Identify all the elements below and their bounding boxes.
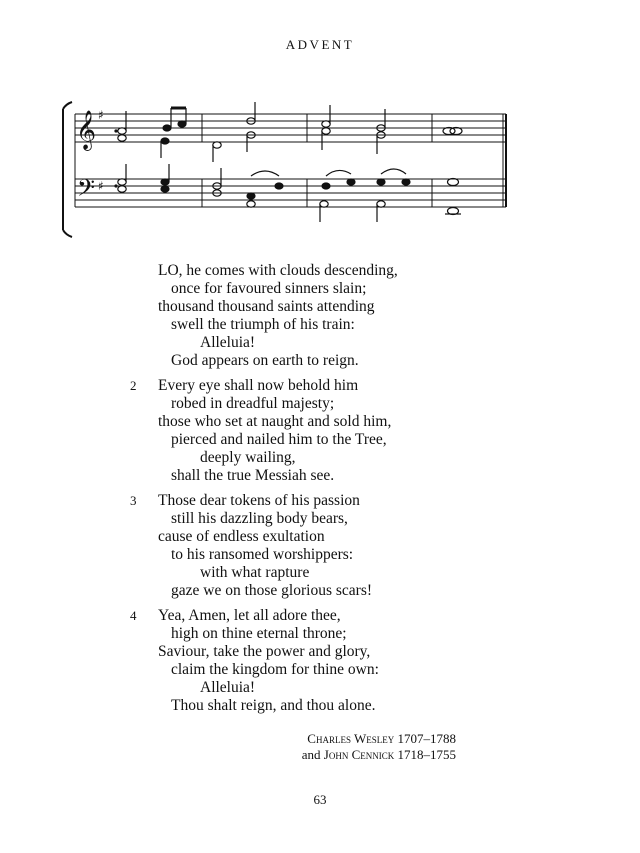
- treble-staff: [75, 114, 506, 142]
- verse-line: pierced and nailed him to the Tree,: [171, 431, 387, 448]
- treble-sharp: ♯: [98, 108, 104, 122]
- treble-clef: 𝄞: [76, 110, 97, 150]
- verse-line: LO, he comes with clouds descending,: [158, 262, 398, 279]
- bass-clef: 𝄢: [77, 174, 96, 207]
- verse-line: Alleluia!: [200, 334, 256, 351]
- verse-line: deeply wailing,: [200, 449, 296, 466]
- verse-line: Saviour, take the power and glory,: [158, 643, 371, 660]
- verse-line: Thou shalt reign, and thou alone.: [171, 697, 376, 714]
- verse-line: with what rapture: [200, 564, 310, 581]
- section-title: ADVENT: [285, 37, 355, 52]
- verse-number: 4: [130, 608, 137, 623]
- verse-line: Yea, Amen, let all adore thee,: [158, 607, 341, 624]
- verse-line: cause of endless exultation: [158, 528, 325, 545]
- attribution-line-2: [302, 747, 456, 763]
- verse-line: high on thine eternal throne;: [171, 625, 347, 642]
- verse-number: 3: [130, 493, 137, 508]
- bass-sharp: ♯: [98, 179, 104, 193]
- verse-line: robed in dreadful majesty;: [171, 395, 335, 412]
- verse-line: once for favoured sinners slain;: [171, 280, 367, 297]
- verse-line: God appears on earth to reign.: [171, 352, 359, 369]
- author-dates: 1718–1755: [397, 747, 456, 762]
- verse-line: thousand thousand saints attending: [158, 298, 375, 315]
- verse-line: gaze we on those glorious scars!: [171, 582, 373, 599]
- system-bracket: [63, 102, 72, 237]
- author-name: John Cennick: [323, 747, 395, 762]
- verse-line: swell the triumph of his train:: [171, 316, 355, 333]
- treble-notes: [115, 102, 462, 162]
- attribution-prefix: and: [301, 747, 321, 762]
- verse-line: to his ransomed worshippers:: [171, 546, 354, 563]
- author-dates: 1707–1788: [397, 731, 456, 746]
- music-score: [60, 92, 520, 242]
- verse-line: claim the kingdom for thine own:: [171, 661, 379, 678]
- verse-line: still his dazzling body bears,: [171, 510, 348, 527]
- verse-line: Every eye shall now behold him: [158, 377, 359, 394]
- bass-staff: [75, 179, 506, 207]
- verse-line: those who set at naught and sold him,: [158, 413, 392, 430]
- attribution-line-1: [307, 731, 456, 747]
- verse-line: Alleluia!: [200, 679, 256, 696]
- verse-line: shall the true Messiah see.: [171, 467, 335, 484]
- verse-line: Those dear tokens of his passion: [158, 492, 360, 509]
- verse-number: 2: [130, 378, 137, 393]
- page-number: 63: [313, 792, 327, 807]
- author-name: Charles Wesley: [307, 731, 395, 746]
